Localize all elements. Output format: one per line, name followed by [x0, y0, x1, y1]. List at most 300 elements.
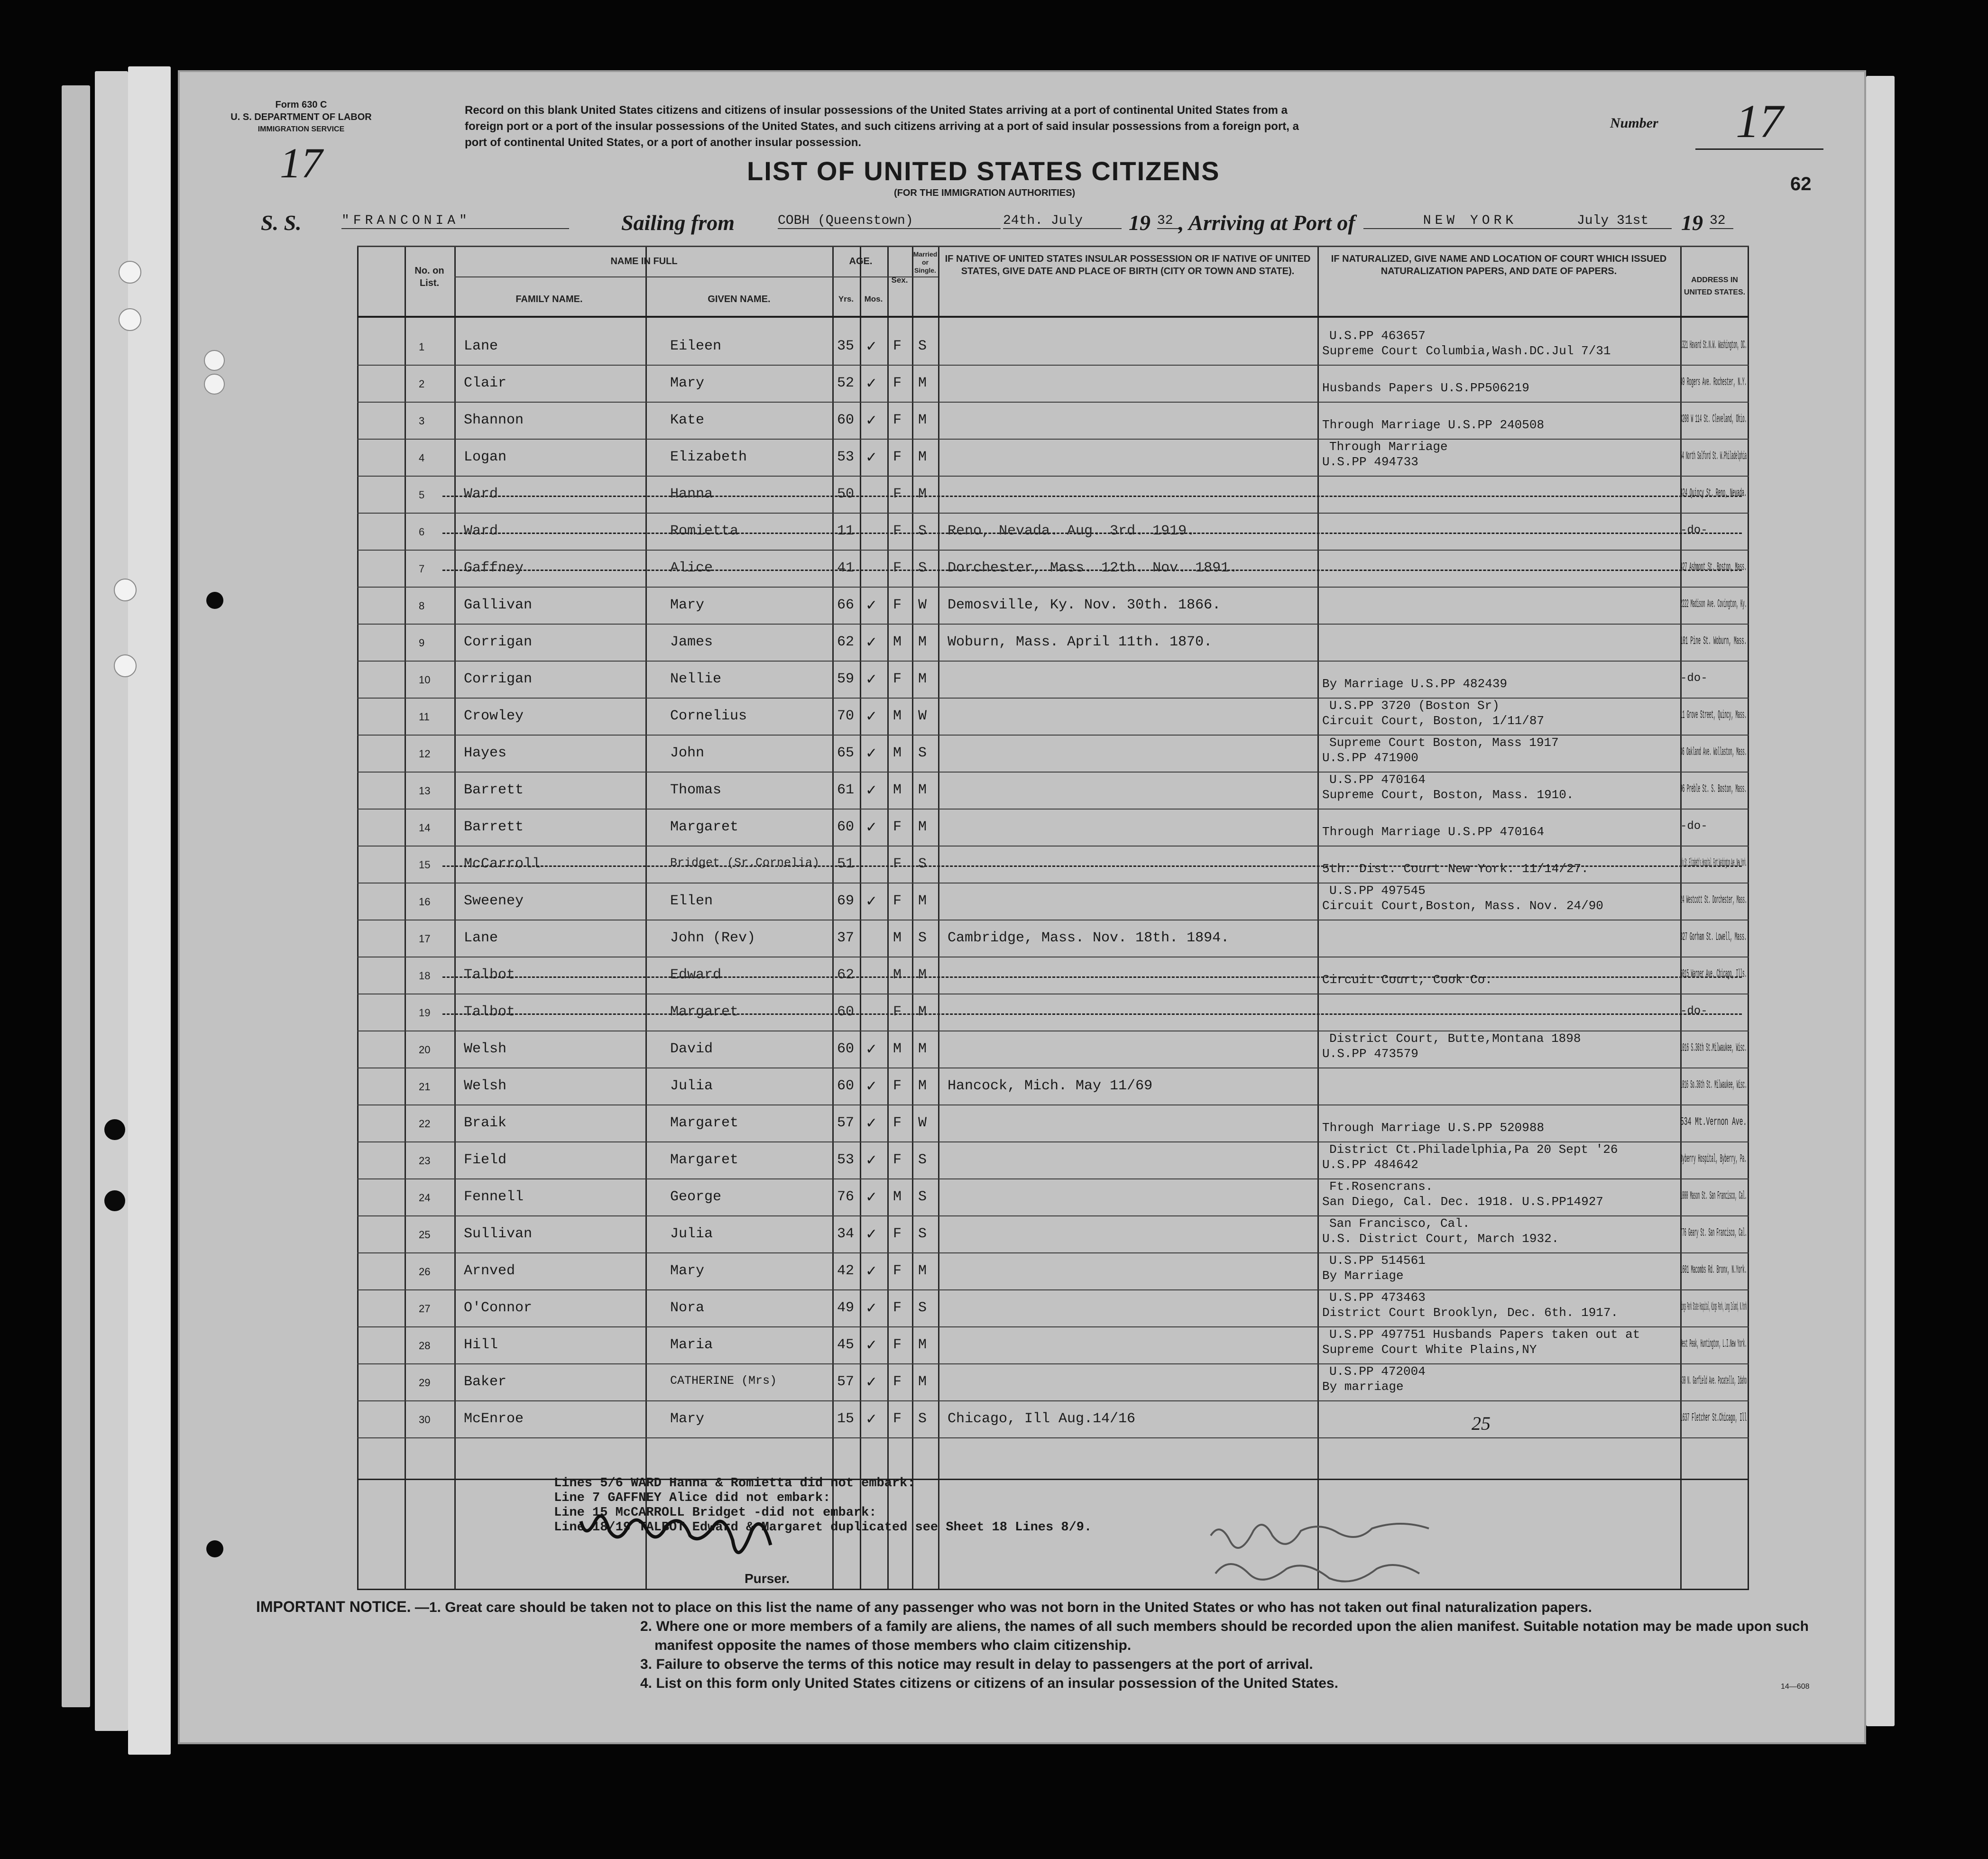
important-notice — [256, 1597, 1809, 1693]
naturalization-line-2: By marriage — [1322, 1380, 1404, 1394]
family-name: Crowley — [464, 708, 524, 724]
marital-status: S — [918, 523, 927, 539]
given-name: Elizabeth — [670, 449, 747, 465]
row-number: 16 — [419, 896, 431, 908]
age-months: ✓ — [865, 635, 878, 650]
table-row — [357, 1401, 1749, 1439]
sex: F — [893, 856, 902, 872]
naturalization-line-2: U.S.PP 473579 — [1322, 1047, 1418, 1061]
naturalization-line-2: District Court Brooklyn, Dec. 6th. 1917. — [1322, 1306, 1619, 1320]
given-name: CATHERINE (Mrs) — [670, 1374, 777, 1388]
page-edge-right — [1866, 76, 1895, 1726]
note-line-3: Line 15 McCARROLL Bridget -did not embark: — [554, 1506, 877, 1520]
row-number: 27 — [419, 1303, 431, 1315]
naturalization-line-2: Through Marriage U.S.PP 470164 — [1322, 825, 1545, 839]
address: 327 Gorham St. Lowell, Mass. — [1680, 931, 1747, 944]
family-name: McCarroll — [464, 856, 541, 872]
marital-status: M — [918, 634, 927, 650]
notice-item-2b: manifest opposite the names of those members who claim citizenship. — [654, 1638, 1132, 1653]
naturalization-line-2: By Marriage — [1322, 1269, 1404, 1283]
sex: F — [893, 560, 902, 576]
family-name: Hayes — [464, 745, 507, 761]
family-name: Welsh — [464, 1078, 507, 1094]
age-months: ✓ — [865, 1152, 878, 1168]
form-id-block — [223, 99, 379, 136]
binder-hole — [104, 1190, 125, 1211]
row-number: 21 — [419, 1081, 431, 1093]
margin-hole — [204, 350, 225, 371]
age-years: 60 — [837, 1078, 855, 1094]
given-name: Eileen — [670, 338, 722, 354]
row-number: 1 — [419, 341, 425, 353]
sex: F — [893, 1115, 902, 1131]
sex: M — [893, 782, 902, 798]
row-number: 11 — [419, 711, 430, 723]
row-number: 25 — [419, 1229, 431, 1241]
naturalization-line-2: Supreme Court White Plains,NY — [1322, 1343, 1537, 1357]
family-name: Ward — [464, 486, 498, 502]
naturalization-line-2: U.S. District Court, March 1932. — [1322, 1232, 1559, 1246]
cancel-strikethrough — [442, 570, 1742, 571]
address: 11 Grove Street, Quincy, Mass. — [1680, 709, 1747, 722]
age-months: ✓ — [865, 1115, 878, 1131]
table-row — [357, 1253, 1749, 1291]
birth-place: Woburn, Mass. April 11th. 1870. — [948, 634, 1213, 650]
age-years: 60 — [837, 1041, 855, 1057]
marital-status: W — [918, 708, 927, 724]
birth-place: Hancock, Mich. May 11/69 — [948, 1078, 1153, 1094]
family-name: Barrett — [464, 782, 524, 798]
sex: F — [893, 1263, 902, 1279]
age-years: 60 — [837, 819, 855, 835]
page-edge-left — [62, 85, 90, 1707]
binder-hole — [114, 654, 137, 677]
age-years: 41 — [837, 560, 855, 576]
age-months: ✓ — [865, 1078, 878, 1094]
sex: F — [893, 597, 902, 613]
naturalization-line-1: San Francisco, Cal. — [1329, 1216, 1470, 1231]
table-row — [357, 736, 1749, 773]
naturalization-line-2: 5th. Dist. Court New York. 11/14/27. — [1322, 862, 1589, 876]
cancel-strikethrough — [442, 496, 1742, 497]
row-rule — [357, 1437, 1749, 1438]
departure-port: COBH (Queenstown) — [778, 213, 1001, 229]
family-name: Clair — [464, 375, 507, 391]
given-name: Bridget (Sr.Cornelia) — [670, 856, 820, 870]
age-years: 34 — [837, 1226, 855, 1242]
cancel-strikethrough — [442, 976, 1742, 978]
page-title: LIST OF UNITED STATES CITIZENS — [747, 156, 1220, 186]
naturalization-line-2: By Marriage U.S.PP 482439 — [1322, 677, 1508, 691]
age-years: 37 — [837, 930, 855, 946]
marital-status: S — [918, 1189, 927, 1205]
table-row — [357, 662, 1749, 699]
address: 1000 Mason St. San Francisco, Cal. — [1680, 1190, 1747, 1203]
table-row — [357, 1179, 1749, 1217]
marital-status: S — [918, 1152, 927, 1168]
purser-label: Purser. — [745, 1571, 790, 1586]
marital-status: S — [918, 930, 927, 946]
marital-status: M — [918, 486, 927, 502]
address: 24 Westcott St. Dorchester, Mass. — [1680, 894, 1747, 907]
age-years: 65 — [837, 745, 855, 761]
age-months: ✓ — [865, 598, 878, 613]
marital-status: M — [918, 967, 927, 983]
table-row — [357, 625, 1749, 663]
cancel-strikethrough — [442, 865, 1742, 867]
family-name: Sweeney — [464, 893, 524, 909]
page-number: 62 — [1790, 174, 1812, 194]
sex: F — [893, 1374, 902, 1390]
age-months: ✓ — [865, 672, 878, 687]
record-instructions — [465, 102, 1299, 151]
table-row — [357, 883, 1749, 921]
naturalization-line-1: U.S.PP 497751 Husbands Papers taken out at — [1329, 1327, 1640, 1342]
row-number: 22 — [419, 1118, 431, 1130]
given-name: George — [670, 1189, 722, 1205]
col-family-name: FAMILY NAME. — [515, 294, 583, 304]
marital-status: M — [918, 893, 927, 909]
age-months: ✓ — [865, 709, 878, 724]
notice-item-4: 4. List on this form only United States citizens or citizens of an insular possession of the United States. — [640, 1675, 1338, 1691]
sex: M — [893, 1189, 902, 1205]
age-years: 15 — [837, 1411, 855, 1427]
naturalization-line-1: Through Marriage — [1329, 440, 1448, 454]
address: -do- — [1680, 524, 1708, 537]
naturalization-line-2: Husbands Papers U.S.PP506219 — [1322, 381, 1529, 395]
marital-status: M — [918, 819, 927, 835]
age-months: ✓ — [865, 819, 878, 835]
given-name: Hanna — [670, 486, 713, 502]
page-subtitle: (FOR THE IMMIGRATION AUTHORITIES) — [894, 188, 1076, 198]
marital-status: S — [918, 1300, 927, 1316]
naturalization-line-2: Through Marriage U.S.PP 240508 — [1322, 418, 1545, 432]
family-name: Gaffney — [464, 560, 524, 576]
age-years: 62 — [837, 634, 855, 650]
col-sex: Sex. — [891, 276, 908, 285]
sex: M — [893, 708, 902, 724]
col-native: IF NATIVE OF UNITED STATES INSULAR POSSESSION OR IF NATIVE OF UNITED STATES, GIVE DATE AND PLACE OF BIRTH (CITY OR TOWN AND STATE). — [945, 254, 1311, 276]
row-number: 8 — [419, 600, 425, 612]
birth-place: Chicago, Ill Aug.14/16 — [948, 1411, 1136, 1427]
table-row — [357, 773, 1749, 810]
marital-status: M — [918, 1263, 927, 1279]
age-months: ✓ — [865, 1189, 878, 1205]
binder-hole — [104, 1119, 125, 1140]
marital-status: M — [918, 449, 927, 465]
sex: F — [893, 1152, 902, 1168]
marital-status: M — [918, 782, 927, 798]
col-married: Married or Single. — [913, 250, 938, 274]
naturalization-line-1: U.S.PP 3720 (Boston Sr) — [1329, 699, 1500, 713]
given-name: David — [670, 1041, 713, 1057]
address: 534 Mt.Vernon Ave. — [1680, 1116, 1747, 1129]
row-number: 13 — [419, 785, 431, 797]
marital-status: M — [918, 1004, 927, 1020]
address: 96 Preble St. S. Boston, Mass. — [1680, 783, 1747, 796]
row-number: 5 — [419, 489, 425, 501]
given-name: Mary — [670, 597, 705, 613]
notice-heading: IMPORTANT NOTICE. — [256, 1598, 411, 1615]
family-name: Braik — [464, 1115, 507, 1131]
age-years: 69 — [837, 893, 855, 909]
number-value: 17 — [1695, 94, 1823, 150]
note-line-2: Line 7 GAFFNEY Alice did not embark: — [554, 1491, 831, 1505]
birth-place: Demosville, Ky. Nov. 30th. 1866. — [948, 597, 1221, 613]
family-name: Sullivan — [464, 1226, 533, 1242]
age-months: ✓ — [865, 450, 878, 465]
table-row — [357, 920, 1749, 958]
family-name: O'Connor — [464, 1300, 533, 1316]
address: 1321 Havard St.N.W. Washington, DC. — [1680, 339, 1747, 352]
family-name: Fennell — [464, 1189, 524, 1205]
cancel-strikethrough — [442, 533, 1742, 534]
address: West Peak, Huntington, L.I.New York. — [1680, 1338, 1747, 1351]
age-months: ✓ — [865, 1226, 878, 1242]
year-prefix: 19 — [1129, 211, 1150, 235]
naturalization-line-2: Supreme Court Columbia,Wash.DC.Jul 7/31 — [1322, 344, 1611, 358]
marital-status: M — [918, 375, 927, 391]
given-name: John — [670, 745, 705, 761]
age-months: ✓ — [865, 1263, 878, 1279]
address: c/o St. Elizabeth's Hospital, Fort Washington Ave. New York. — [1680, 857, 1747, 870]
address: 427 Ashmont St. Boston, Mass. — [1680, 561, 1747, 574]
marital-status: S — [918, 745, 927, 761]
marital-status: S — [918, 856, 927, 872]
age-years: 50 — [837, 486, 855, 502]
arriving-label: , Arriving at Port of — [1178, 211, 1355, 235]
address: 424 Quincy St. Reno, Nevada. — [1680, 487, 1747, 500]
sex: F — [893, 1300, 902, 1316]
address: Kings Park State Hospital, Kings Park, Long Island, N.York — [1680, 1301, 1747, 1314]
naturalization-line-2: Supreme Court, Boston, Mass. 1910. — [1322, 788, 1574, 802]
family-name: Corrigan — [464, 671, 533, 687]
notice-item-3: 3. Failure to observe the terms of this notice may result in delay to passengers at the port of arrival. — [640, 1657, 1313, 1672]
naturalization-line-1: U.S.PP 470164 — [1329, 773, 1426, 787]
given-name: Nellie — [670, 671, 722, 687]
row-number: 12 — [419, 748, 431, 760]
row-number: 6 — [419, 526, 425, 538]
col-address: ADDRESS IN UNITED STATES. — [1684, 276, 1746, 296]
binder-hole — [114, 579, 137, 601]
table-row — [357, 1327, 1749, 1365]
sailing-from-label: Sailing from — [621, 211, 735, 235]
given-name: Kate — [670, 412, 705, 428]
address: 49 Rogers Ave. Rochester, N.Y. — [1680, 376, 1747, 389]
table-row — [357, 1031, 1749, 1069]
sex: F — [893, 1078, 902, 1094]
arrival-year: 32 — [1710, 213, 1733, 229]
naturalization-line-1: U.S.PP 473463 — [1329, 1290, 1426, 1305]
table-row — [357, 1216, 1749, 1254]
row-number: 29 — [419, 1377, 431, 1389]
given-name: Edward — [670, 967, 722, 983]
cancel-strikethrough — [442, 1013, 1742, 1015]
age-years: 59 — [837, 671, 855, 687]
age-years: 57 — [837, 1374, 855, 1390]
table-row — [357, 403, 1749, 441]
binder-hole — [119, 308, 141, 331]
col-no: No. on List. — [414, 266, 444, 288]
given-name: Margaret — [670, 1115, 739, 1131]
family-name: Talbot — [464, 967, 515, 983]
sex: F — [893, 375, 902, 391]
header-sub-rule — [454, 276, 938, 277]
age-years: 45 — [837, 1337, 855, 1353]
table-row — [357, 699, 1749, 736]
naturalization-line-1: U.S.PP 514561 — [1329, 1253, 1426, 1268]
table-row — [357, 440, 1749, 478]
given-name: Maria — [670, 1337, 713, 1353]
row-number: 9 — [419, 637, 425, 649]
sex: M — [893, 634, 902, 650]
age-years: 35 — [837, 338, 855, 354]
col-mos: Mos. — [864, 294, 883, 304]
marital-status: W — [918, 597, 927, 613]
row-number: 28 — [419, 1340, 431, 1352]
family-name: Hill — [464, 1337, 498, 1353]
table-row — [357, 847, 1749, 884]
family-name: Ward — [464, 523, 498, 539]
address: 1016 So.36th St. Milwaukee, Wisc. — [1680, 1079, 1747, 1092]
age-months: ✓ — [865, 782, 878, 798]
sex: M — [893, 745, 902, 761]
naturalization-line-2: U.S.PP 471900 — [1322, 751, 1418, 765]
family-name: McEnroe — [464, 1411, 524, 1427]
service-label: IMMIGRATION SERVICE — [258, 125, 345, 133]
age-years: 60 — [837, 1004, 855, 1020]
sex: F — [893, 449, 902, 465]
family-name: Shannon — [464, 412, 524, 428]
row-number: 15 — [419, 859, 431, 871]
age-months: ✓ — [865, 413, 878, 428]
address: 3208 W 114 St. Cleveland, Ohio. — [1680, 413, 1747, 426]
row-number: 14 — [419, 822, 431, 834]
notice-item-2: 2. Where one or more members of a family are aliens, the names of all such members should be recorded upon the alien manifest. Suitable notation may be made upon such — [640, 1619, 1809, 1634]
marital-status: M — [918, 1041, 927, 1057]
age-years: 70 — [837, 708, 855, 724]
marital-status: S — [918, 560, 927, 576]
address: 36 Oakland Ave. Wollaston, Mass. — [1680, 746, 1747, 759]
sex: F — [893, 1226, 902, 1242]
naturalization-line-2: San Diego, Cal. Dec. 1918. U.S.PP14927 — [1322, 1195, 1603, 1209]
marital-status: S — [918, 1411, 927, 1427]
family-name: Barrett — [464, 819, 524, 835]
sex: F — [893, 1337, 902, 1353]
age-months: ✓ — [865, 745, 878, 761]
family-name: Arnved — [464, 1263, 515, 1279]
sex: F — [893, 1411, 902, 1427]
birth-place: Dorchester, Mass. 12th. Nov. 1891. — [948, 560, 1238, 576]
table-row — [357, 366, 1749, 404]
family-name: Logan — [464, 449, 507, 465]
table-row — [357, 1068, 1749, 1106]
form-code: 14—608 — [1781, 1683, 1810, 1691]
official-signature — [1206, 1507, 1547, 1611]
record-line-1: Record on this blank United States citizens and citizens of insular possessions of the United States arriving at a port of continental United States from a — [465, 104, 1288, 117]
marital-status: S — [918, 338, 927, 354]
sex: M — [893, 967, 902, 983]
given-name: Margaret — [670, 819, 739, 835]
col-age: AGE. — [849, 256, 873, 267]
margin-hole — [204, 374, 225, 395]
naturalization-line-2: U.S.PP 484642 — [1322, 1158, 1418, 1172]
table-row — [357, 1105, 1749, 1143]
row-number: 3 — [419, 415, 425, 427]
family-name: Talbot — [464, 1004, 515, 1020]
sex: F — [893, 671, 902, 687]
family-name: Baker — [464, 1374, 507, 1390]
row-number: 24 — [419, 1192, 431, 1204]
sex: F — [893, 486, 902, 502]
sex: F — [893, 412, 902, 428]
given-name: Mary — [670, 375, 705, 391]
sex: F — [893, 893, 902, 909]
sex: M — [893, 1041, 902, 1057]
row-number: 18 — [419, 970, 431, 982]
address: Byberry Hospital, Byberry, Pa. — [1680, 1153, 1747, 1166]
table-row — [357, 1142, 1749, 1180]
age-months: ✓ — [865, 376, 878, 391]
table-row — [357, 514, 1749, 552]
record-line-3: port of continental United States, or a port of another insular possession. — [465, 136, 862, 149]
given-name: Mary — [670, 1263, 705, 1279]
address: -do- — [1680, 820, 1708, 833]
marital-status: S — [918, 1226, 927, 1242]
given-name: John (Rev) — [670, 930, 756, 946]
sex: F — [893, 523, 902, 539]
notice-item-1: —1. Great care should be taken not to place on this list the name of any passenger who was not born in the United States or who has not taken out final naturalization papers. — [414, 1600, 1592, 1615]
age-years: 11 — [837, 523, 855, 539]
marital-status: M — [918, 671, 927, 687]
address: 2222 Madison Ave. Covington, Ky. — [1680, 598, 1747, 611]
given-name: Margaret — [670, 1004, 739, 1020]
margin-hole — [206, 592, 223, 609]
handwritten-list-number: 17 — [280, 140, 322, 187]
binder-hole — [119, 261, 141, 284]
address: 6015 Warner Ave. Chicago, Ills. — [1680, 968, 1747, 981]
table-row — [357, 588, 1749, 626]
naturalization-line-2: Circuit Court, Boston, 1/11/87 — [1322, 714, 1545, 728]
row-number: 26 — [419, 1266, 431, 1278]
age-years: 61 — [837, 782, 855, 798]
col-given-name: GIVEN NAME. — [708, 294, 771, 304]
given-name: Romietta — [670, 523, 739, 539]
address: 1637 Fletcher St.Chicago, Ill — [1680, 1412, 1747, 1425]
table-row — [357, 1290, 1749, 1328]
age-years: 57 — [837, 1115, 855, 1131]
age-months: ✓ — [865, 1374, 878, 1390]
age-months: ✓ — [865, 893, 878, 909]
birth-place: Cambridge, Mass. Nov. 18th. 1894. — [948, 930, 1230, 946]
sex: M — [893, 930, 902, 946]
address: -do- — [1680, 672, 1708, 685]
address: 1601 Macombs Rd. Bronx, N.York. — [1680, 1264, 1747, 1277]
family-name: Corrigan — [464, 634, 533, 650]
naturalization-line-2: Circuit Court, Cook Co. — [1322, 973, 1492, 987]
sex: F — [893, 1004, 902, 1020]
row-number: 30 — [419, 1414, 431, 1426]
age-months: ✓ — [865, 1411, 878, 1427]
table-row — [357, 551, 1749, 589]
given-name: Ellen — [670, 893, 713, 909]
marital-status: M — [918, 1078, 927, 1094]
age-months: ✓ — [865, 1041, 878, 1057]
header-top — [357, 246, 1749, 247]
given-name: James — [670, 634, 713, 650]
family-name: Lane — [464, 930, 498, 946]
tally-number: 25 — [1472, 1413, 1491, 1434]
